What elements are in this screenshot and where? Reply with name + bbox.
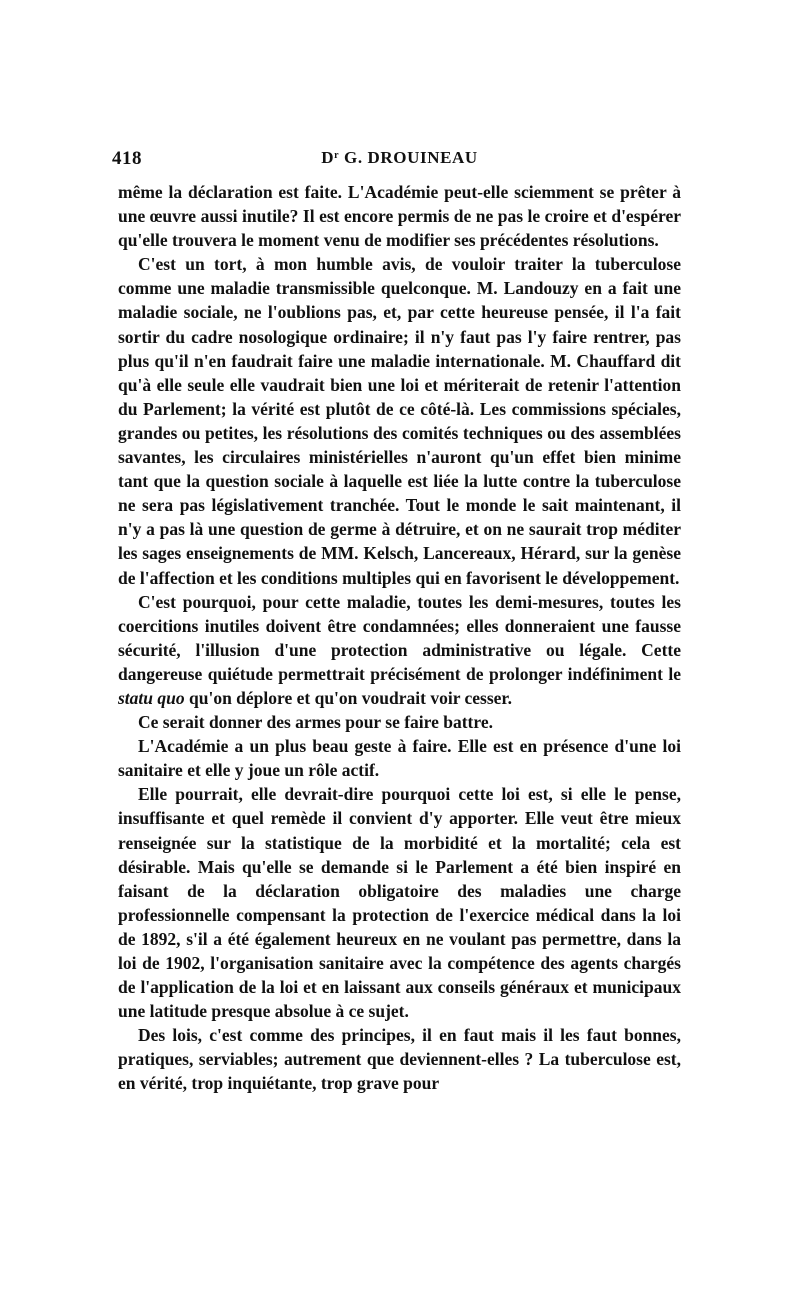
author-prefix: D [321, 148, 335, 167]
author-superscript: r [334, 150, 340, 161]
author-name: G. DROUINEAU [339, 148, 478, 167]
paragraph: Ce serait donner des armes pour se faire battre. [138, 712, 493, 733]
italic-phrase: statu quo [118, 687, 185, 708]
running-head [112, 140, 681, 180]
paragraph: Elle pourrait, elle devrait-dire pourquoi cette loi est, si elle le pense, insuffisante et quel remède il convient d'y apporter. Elle veut être mieux renseignée sur la statistique de la morbidité et la mortalité; cela est désirable. Mais qu'elle se demande si le Parlement a été bien inspiré en faisant de la déclaration obligatoire des maladies une charge professionnelle compensant la protection de l'exercice médical dans la loi de 1892, s'il a été également heureux en ne voulant pas permettre, dans la loi de 1902, l'organisation sanitaire avec la compétence des agents chargés de l'application de la loi et en laissant aux conseils généraux et municipaux une latitude presque absolue à ce sujet. [118, 784, 681, 1022]
paragraph: C'est un tort, à mon humble avis, de vouloir traiter la tuberculose comme une maladie transmissible quelconque. M. Landouzy en a fait une maladie sociale, ne l'oublions pas, et, par cette heureuse pensée, il l'a fait sortir du cadre nosologique ordinaire; il n'y faut pas l'y faire rentrer, pas plus qu'il n'en faudrait faire une maladie internationale. M. Chauffard dit qu'à elle seule elle vaudrait bien une loi et mériterait de retenir l'attention du Parlement; la vérité est plutôt de ce côté-là. Les commissions spéciales, grandes ou petites, les résolutions des comités techniques ou des assemblées savantes, les circulaires ministérielles n'auront qu'un effet bien minime tant que la question sociale à laquelle est liée la lutte contre la tuberculose ne sera pas législativement tranchée. Tout le monde le sait maintenant, il n'y a pas là une question de germe à détruire, et on ne saurait trop méditer les sages enseignements de MM. Kelsch, Lancereaux, Hérard, sur la genèse de l'affection et les conditions multiples qui en favorisent le développement. [118, 254, 681, 588]
paragraph-text-before: C'est pourquoi, pour cette maladie, toutes les demi-mesures, toutes les coercitions inutiles doivent être condamnées; elles donneraient une fausse sécurité, l'illusion d'une protection administrative ou légale. Cette dangereuse quiétude permettrait précisément de prolonger indéfiniment le [118, 591, 681, 684]
page-number: 418 [112, 148, 142, 169]
paragraph: Des lois, c'est comme des principes, il en faut mais il les faut bonnes, pratiques, serviables; autrement que deviennent-elles ? La tuberculose est, en vérité, trop inquiétante, trop grave pour [118, 1025, 681, 1094]
paragraph: L'Académie a un plus beau geste à faire. Elle est en présence d'une loi sanitaire et elle y joue un rôle actif. [118, 736, 681, 781]
running-head-author [118, 148, 681, 168]
body-text [118, 180, 681, 1096]
book-page [112, 140, 681, 1096]
paragraph-statu-quo [118, 590, 681, 710]
paragraph-continued: même la déclaration est faite. L'Académie peut-elle sciemment se prêter à une œuvre aussi inutile? Il est encore permis de ne pas le croire et d'espérer qu'elle trouvera le moment venu de modifier ses précédentes résolutions. [118, 182, 681, 251]
paragraph-text-after: qu'on déplore et qu'on voudrait voir cesser. [184, 687, 512, 708]
